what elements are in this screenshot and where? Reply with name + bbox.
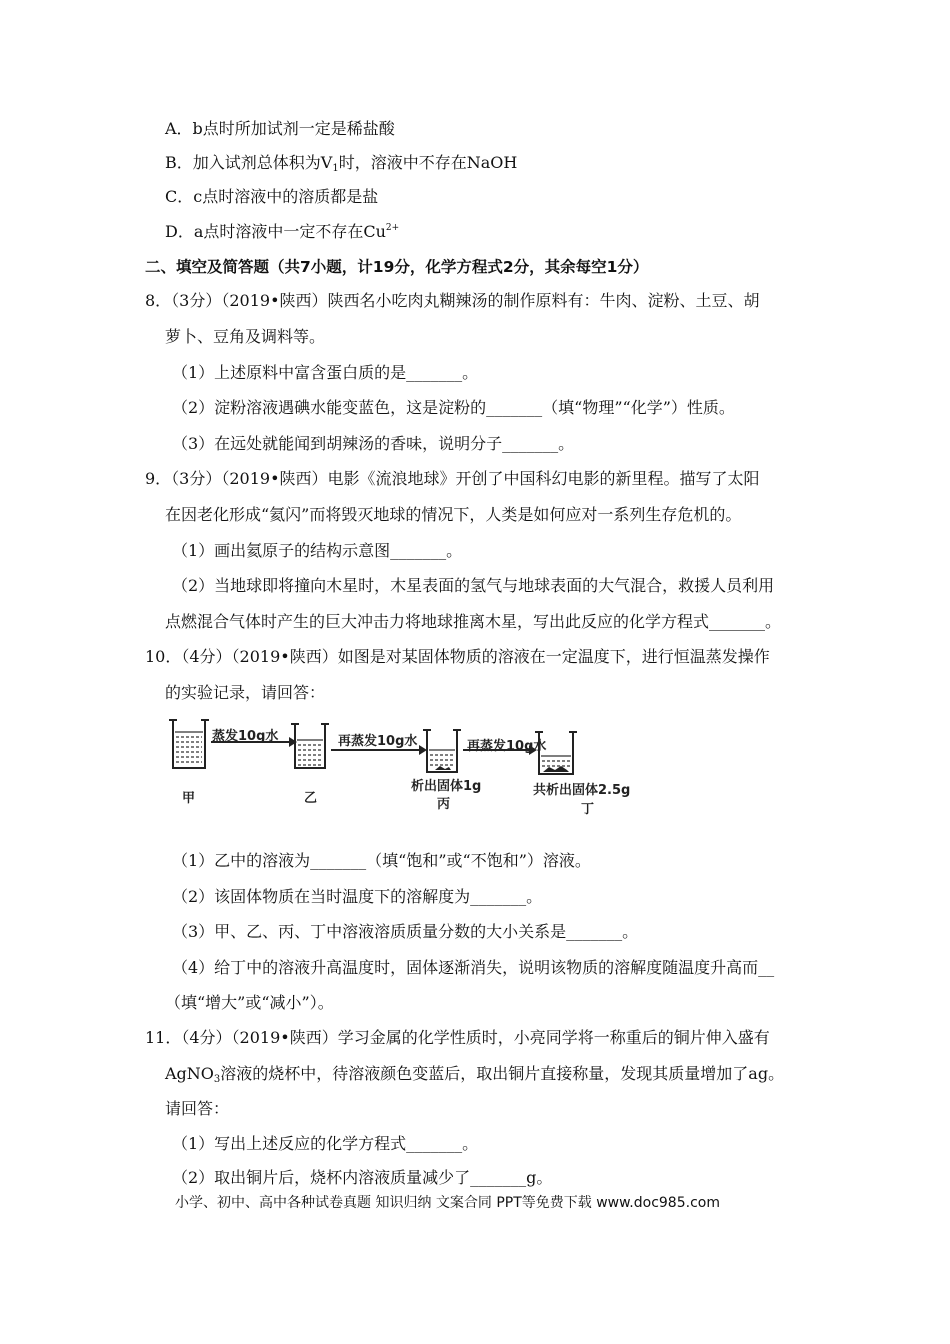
arrow-2-label: 再蒸发10g水 [338,734,418,749]
q7-option-d-sup: 2+ [385,223,400,233]
q8-sub3: （3）在远处就能闻到胡辣汤的香味，说明分子_______。 [172,434,575,453]
q9-line2: 在因老化形成“氦闪”而将毁灭地球的情况下，人类是如何应对一系列生存危机的。 [165,505,742,524]
q10-sub3: （3）甲、乙、丙、丁中溶液溶质质量分数的大小关系是_______。 [172,922,639,941]
q8-sub1: （1）上述原料中富含蛋白质的是_______。 [172,363,479,382]
q11-line2-post: 溶液的烧杯中，待溶液颜色变蓝后，取出铜片直接称量，发现其质量增加了ag。 [220,1064,785,1083]
q10-sub2: （2）该固体物质在当时温度下的溶解度为_______。 [172,887,543,906]
q9-sub2b: 点燃混合气体时产生的巨大冲击力将地球推离木星，写出此反应的化学方程式_______。 [165,612,782,631]
arrow-3-label: 再蒸发10g水 [467,739,547,754]
beaker-bing [423,730,461,772]
beaker-jia [169,720,209,768]
q9-sub1: （1）画出氦原子的结构示意图_______。 [172,541,463,560]
q7-option-d [165,222,399,242]
q11-sub2: （2）取出铜片后，烧杯内溶液质量减少了_______g。 [172,1168,553,1187]
label-jia: 甲 [182,791,196,806]
beaker-yi [291,724,329,768]
q7-option-c: C．c点时溶液中的溶质都是盐 [165,187,379,206]
label-bing: 丙 [437,797,451,812]
q7-option-b [165,153,517,173]
q11-line2-sub: 3 [213,1074,221,1085]
q11-line2-pre: AgNO [165,1064,214,1083]
q10-line2: 的实验记录，请回答： [165,683,326,702]
q10-sub4b: （填“增大”或“减小”）。 [165,993,334,1012]
q10-sub1: （1）乙中的溶液为_______（填“饱和”或“不饱和”）溶液。 [172,851,591,870]
q8-sub2: （2）淀粉溶液遇碘水能变蓝色，这是淀粉的_______（填“物理”“化学”）性质。 [172,398,735,417]
q11-line2 [165,1064,784,1084]
q7-option-b-sub: 1 [332,163,339,174]
label-ding: 丁 [581,802,595,817]
q7-option-d-pre: D．a点时溶液中一定不存在Cu [165,222,386,241]
q9-sub2: （2）当地球即将撞向木星时，木星表面的氢气与地球表面的大气混合，救援人员利用 [172,576,775,595]
q9-line1: 9．（3分）（2019•陕西）电影《流浪地球》开创了中国科幻电影的新里程。描写了太阳 [145,469,760,488]
note-bing: 析出固体1g [411,779,482,794]
section-heading: 二、填空及简答题（共7小题，计19分，化学方程式2分，其余每空1分） [145,258,649,276]
note-ding: 共析出固体2.5g [533,783,631,798]
q11-line1: 11．（4分）（2019•陕西）学习金属的化学性质时，小亮同学将一称重后的铜片伸入盛有 [145,1028,770,1047]
q7-option-a: A．b点时所加试剂一定是稀盐酸 [165,119,395,138]
label-yi: 乙 [304,791,318,806]
q7-option-b-post: 时，溶液中不存在NaOH [338,153,518,172]
q10-line1: 10．（4分）（2019•陕西）如图是对某固体物质的溶液在一定温度下，进行恒温蒸发操作 [145,647,770,666]
q8-line2: 萝卜、豆角及调料等。 [165,327,326,346]
arrow-1-label: 蒸发10g水 [212,729,279,744]
page-footer: 小学、初中、高中各种试卷真题 知识归纳 文案合同 PPT等免费下载 www.doc985.com [175,1195,720,1211]
q11-line3: 请回答： [165,1099,230,1118]
q8-line1: 8．（3分）（2019•陕西）陕西名小吃肉丸糊辣汤的制作原料有：牛肉、淀粉、土豆、胡 [145,291,760,310]
q11-sub1: （1）写出上述反应的化学方程式_______。 [172,1134,479,1153]
q7-option-b-pre: B．加入试剂总体积为V [165,153,333,172]
q10-sub4: （4）给丁中的溶液升高温度时，固体逐渐消失，说明该物质的溶解度随温度升高而__ [172,958,775,977]
